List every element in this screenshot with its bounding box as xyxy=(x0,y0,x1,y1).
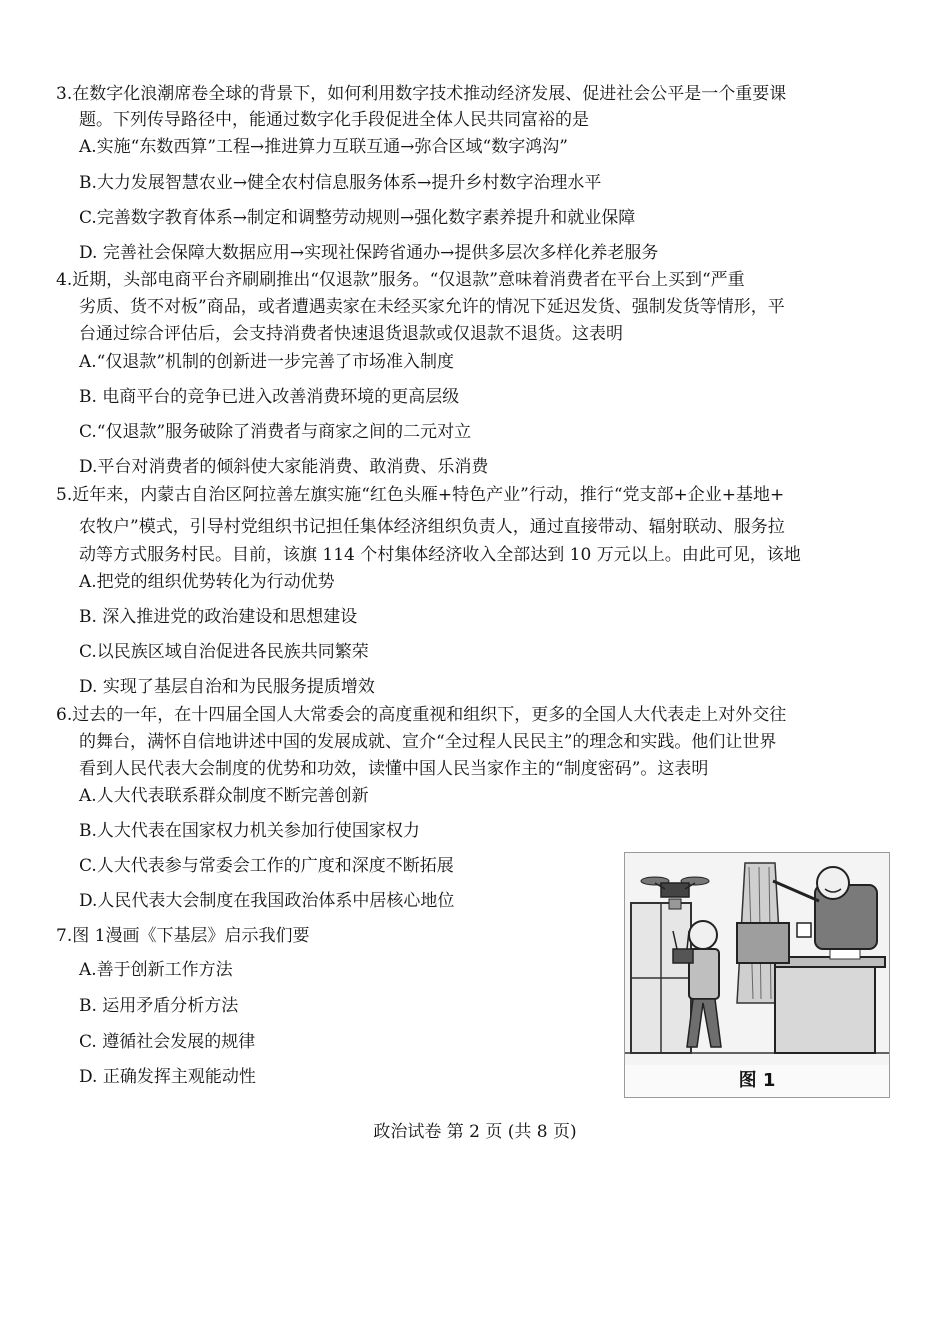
q5-stem-line-2: 农牧户”模式，引导村党组织书记担任集体经济组织负责人，通过直接带动、辐射联动、服务拉 xyxy=(79,517,785,537)
q4-option-a: A.“仅退款”机制的创新进一步完善了市场准入制度 xyxy=(79,352,455,372)
cartoon-drone-official-icon xyxy=(625,853,889,1065)
q3-option-a: A.实施“东数西算”工程→推进算力互联互通→弥合区域“数字鸿沟” xyxy=(79,137,568,157)
q5-stem-line-3: 动等方式服务村民。目前，该旗 114 个村集体经济收入全部达到 10 万元以上。由此可见，该地 xyxy=(79,545,801,565)
q3-option-c: C.完善数字教育体系→制定和调整劳动规则→强化数字素养提升和就业保障 xyxy=(79,208,636,228)
figure-1-cartoon xyxy=(624,852,890,1098)
q6-stem-line-1: 6.过去的一年，在十四届全国人大常委会的高度重视和组织下，更多的全国人大代表走上对外交往 xyxy=(56,705,787,725)
q5-option-b: B. 深入推进党的政治建设和思想建设 xyxy=(79,607,358,627)
q5-stem-line-1: 5.近年来，内蒙古自治区阿拉善左旗实施“红色头雁+特色产业”行动，推行“党支部+企业+基地+ xyxy=(56,485,785,505)
q3-stem-line-2: 题。下列传导路径中，能通过数字化手段促进全体人民共同富裕的是 xyxy=(79,110,589,130)
q7-option-d: D. 正确发挥主观能动性 xyxy=(79,1067,256,1087)
q3-stem-line-1: 3.在数字化浪潮席卷全球的背景下，如何利用数字技术推动经济发展、促进社会公平是一个重要课 xyxy=(56,84,787,104)
q4-option-c: C.“仅退款”服务破除了消费者与商家之间的二元对立 xyxy=(79,422,472,442)
figure-caption: 图 1 xyxy=(738,1070,776,1091)
q7-option-b: B. 运用矛盾分析方法 xyxy=(79,996,239,1016)
q3-option-d: D. 完善社会保障大数据应用→实现社保跨省通办→提供多层次多样化养老服务 xyxy=(79,243,659,263)
q3-option-b: B.大力发展智慧农业→健全农村信息服务体系→提升乡村数字治理水平 xyxy=(79,173,602,193)
q6-stem-line-3: 看到人民代表大会制度的优势和功效，读懂中国人民当家作主的“制度密码”。这表明 xyxy=(79,759,709,779)
q6-option-a: A.人大代表联系群众制度不断完善创新 xyxy=(79,786,369,806)
q6-option-c: C.人大代表参与常委会工作的广度和深度不断拓展 xyxy=(79,856,454,876)
q5-option-d: D. 实现了基层自治和为民服务提质增效 xyxy=(79,677,375,697)
q4-option-d: D.平台对消费者的倾斜使大家能消费、敢消费、乐消费 xyxy=(79,457,489,477)
q7-option-c: C. 遵循社会发展的规律 xyxy=(79,1032,256,1052)
q4-stem-line-3: 台通过综合评估后，会支持消费者快速退货退款或仅退款不退货。这表明 xyxy=(79,324,623,344)
q7-stem-line-1: 7.图 1漫画《下基层》启示我们要 xyxy=(56,926,310,946)
q4-option-b: B. 电商平台的竞争已进入改善消费环境的更高层级 xyxy=(79,387,460,407)
q6-stem-line-2: 的舞台，满怀自信地讲述中国的发展成就、宣介“全过程人民民主”的理念和实践。他们让世界 xyxy=(79,732,777,752)
page-footer: 政治试卷 第 2 页 (共 8 页) xyxy=(373,1122,577,1142)
q6-option-d: D.人民代表大会制度在我国政治体系中居核心地位 xyxy=(79,891,455,911)
q4-stem-line-1: 4.近期，头部电商平台齐刷刷推出“仅退款”服务。“仅退款”意味着消费者在平台上买到“严重 xyxy=(56,270,745,290)
q6-option-b: B.人大代表在国家权力机关参加行使国家权力 xyxy=(79,821,420,841)
q4-stem-line-2: 劣质、货不对板”商品，或者遭遇卖家在未经买家允许的情况下延迟发货、强制发货等情形，平 xyxy=(79,297,785,317)
q5-option-c: C.以民族区域自治促进各民族共同繁荣 xyxy=(79,642,369,662)
q5-option-a: A.把党的组织优势转化为行动优势 xyxy=(79,572,335,592)
q7-option-a: A.善于创新工作方法 xyxy=(79,960,233,980)
